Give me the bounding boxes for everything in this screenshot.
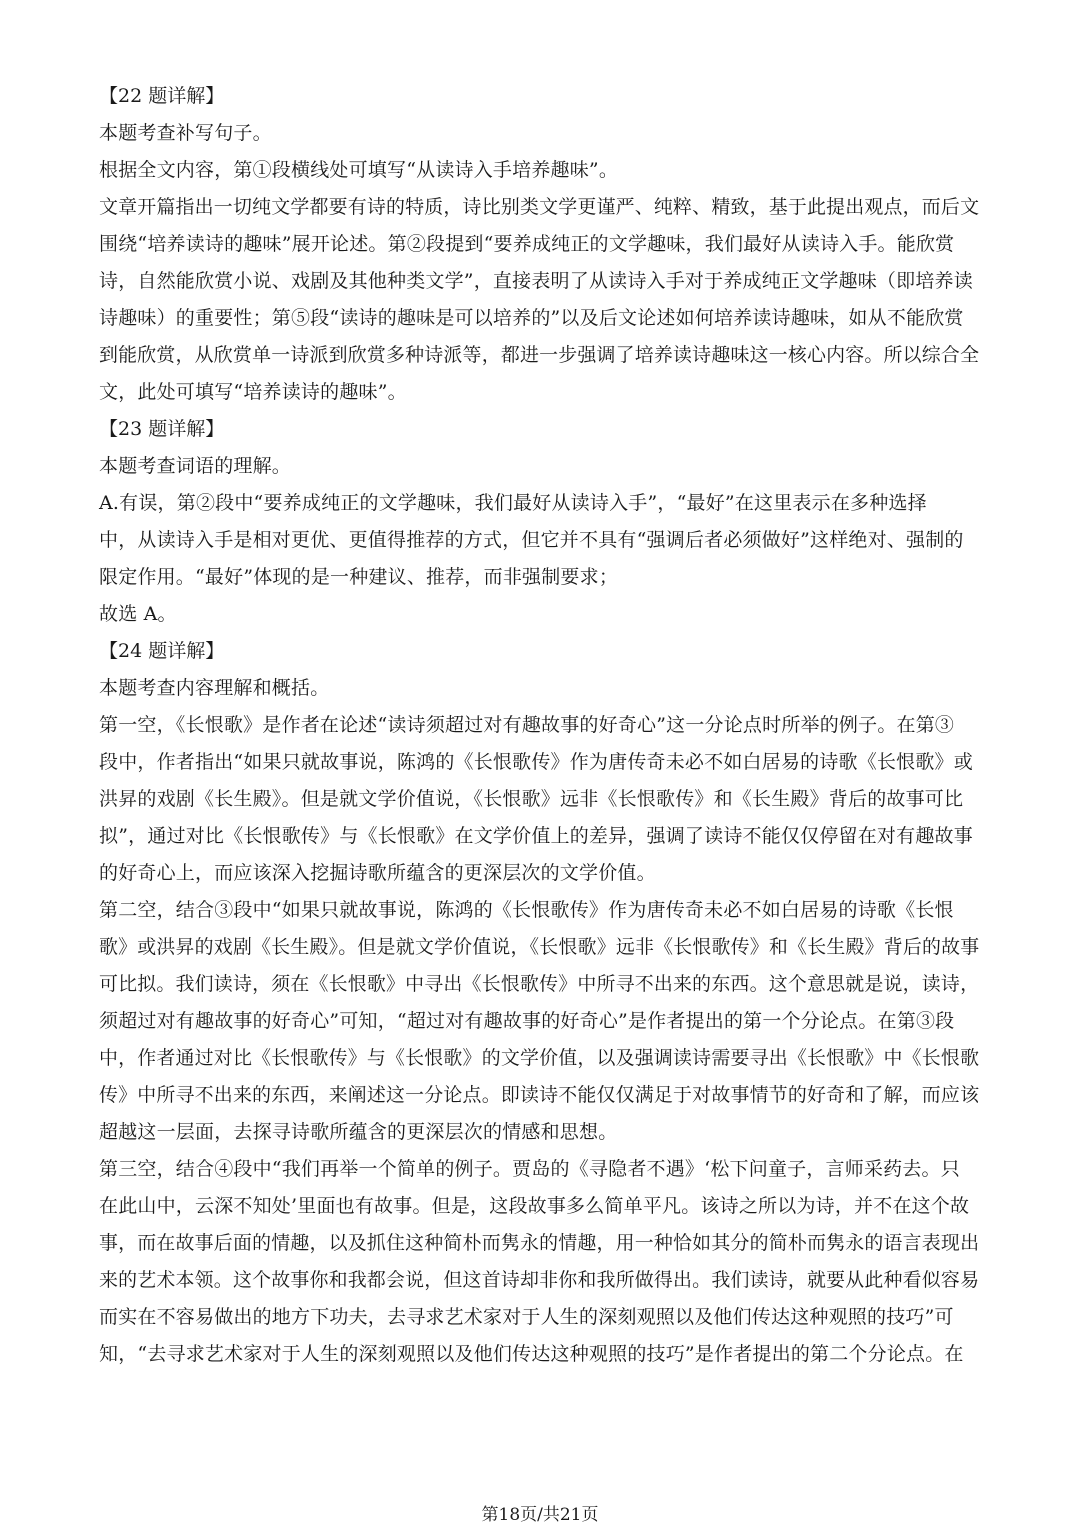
section-heading: 【23 题详解】 [99,418,225,440]
text-line: 知，“去寻求艺术家对于人生的深刻观照以及他们传达这种观照的技巧”是作者提出的第二个分论点。在 [99,1343,964,1365]
text-line: 须超过对有趣故事的好奇心”可知，“超过对有趣故事的好奇心”是作者提出的第一个分论点。在第③段 [99,1010,955,1032]
text-line: 中，作者通过对比《长恨歌传》与《长恨歌》的文学价值，以及强调读诗需要寻出《长恨歌》中《长恨歌 [99,1047,980,1069]
document-body [99,78,979,1373]
text-line: 本题考查内容理解和概括。 [99,677,330,699]
text-line: 超越这一层面，去探寻诗歌所蕴含的更深层次的情感和思想。 [99,1121,618,1143]
text-line: 中，从读诗入手是相对更优、更值得推荐的方式，但它并不具有“强调后者必须做好”这样绝对、强制的 [99,529,964,551]
section-heading: 【22 题详解】 [99,85,225,107]
text-line: 传》中所寻不出来的东西，来阐述这一分论点。即读诗不能仅仅满足于对故事情节的好奇和了解，而应该 [99,1084,980,1106]
text-line: 本题考查补写句子。 [99,122,272,144]
text-line: 歌》或洪昇的戏剧《长生殿》。但是就文学价值说，《长恨歌》远非《长恨歌传》和《长生殿》背后的故事 [99,936,980,958]
text-line: 限定作用。“最好”体现的是一种建议、推荐，而非强制要求； [99,566,619,588]
text-line: 可比拟。我们读诗，须在《长恨歌》中寻出《长恨歌传》中所寻不出来的东西。这个意思就是说，读诗， [99,973,980,995]
text-line: 洪昇的戏剧《长生殿》。但是就文学价值说，《长恨歌》远非《长恨歌传》和《长生殿》背后的故事可比 [99,788,964,810]
page-number: 第18页/共21页 [481,1505,599,1525]
text-line: 第三空，结合④段中“我们再举一个简单的例子。贾岛的《寻隐者不遇》‘松下问童子，言师采药去。只 [99,1158,960,1180]
text-line: 第一空，《长恨歌》是作者在论述“读诗须超过对有趣故事的好奇心”这一分论点时所举的例子。在第③ [99,714,955,736]
text-line: 本题考查词语的理解。 [99,455,292,477]
text-line: 文，此处可填写“培养读诗的趣味”。 [99,381,407,403]
text-line: 围绕“培养读诗的趣味”展开论述。第②段提到“要养成纯正的文学趣味，我们最好从读诗入手。能欣赏 [99,233,955,255]
text-line: 拟”，通过对比《长恨歌传》与《长恨歌》在文学价值上的差异，强调了读诗不能仅仅停留在对有趣故事 [99,825,973,847]
text-line: 在此山中，云深不知处’里面也有故事。但是，这段故事多么简单平凡。该诗之所以为诗，并不在这个故 [99,1195,970,1217]
text-line: 事，而在故事后面的情趣，以及抓住这种简朴而隽永的情趣，用一种恰如其分的简朴而隽永的语言表现出 [99,1232,980,1254]
text-line: 到能欣赏，从欣赏单一诗派到欣赏多种诗派等，都进一步强调了培养读诗趣味这一核心内容。所以综合全 [99,344,980,366]
text-line: 故选 A。 [99,603,177,625]
text-line: 来的艺术本领。这个故事你和我都会说，但这首诗却非你和我所做得出。我们读诗，就要从此种看似容易 [99,1269,980,1291]
text-line: 诗趣味）的重要性；第⑤段“读诗的趣味是可以培养的”以及后文论述如何培养读诗趣味，如从不能欣赏 [99,307,964,329]
text-line: 根据全文内容，第①段横线处可填写“从读诗入手培养趣味”。 [99,159,619,181]
text-line: 第二空，结合③段中“如果只就故事说，陈鸿的《长恨歌传》作为唐传奇未必不如白居易的诗歌《长恨 [99,899,954,921]
text-line: 诗，自然能欣赏小说、戏剧及其他种类文学”，直接表明了从读诗入手对于养成纯正文学趣味（即培养读 [99,270,973,292]
text-line: 而实在不容易做出的地方下功夫，去寻求艺术家对于人生的深刻观照以及他们传达这种观照的技巧”可 [99,1306,954,1328]
text-line: 的好奇心上，而应该深入挖掘诗歌所蕴含的更深层次的文学价值。 [99,862,656,884]
text-line: 段中，作者指出“如果只就故事说，陈鸿的《长恨歌传》作为唐传奇未必不如白居易的诗歌《长恨歌》或 [99,751,973,773]
section-heading: 【24 题详解】 [99,640,225,662]
text-line: 文章开篇指出一切纯文学都要有诗的特质，诗比别类文学更谨严、纯粹、精致，基于此提出观点，而后文 [99,196,980,218]
text-line: A.有误，第②段中“要养成纯正的文学趣味，我们最好从读诗入手”，“最好”在这里表示在多种选择 [99,492,927,514]
